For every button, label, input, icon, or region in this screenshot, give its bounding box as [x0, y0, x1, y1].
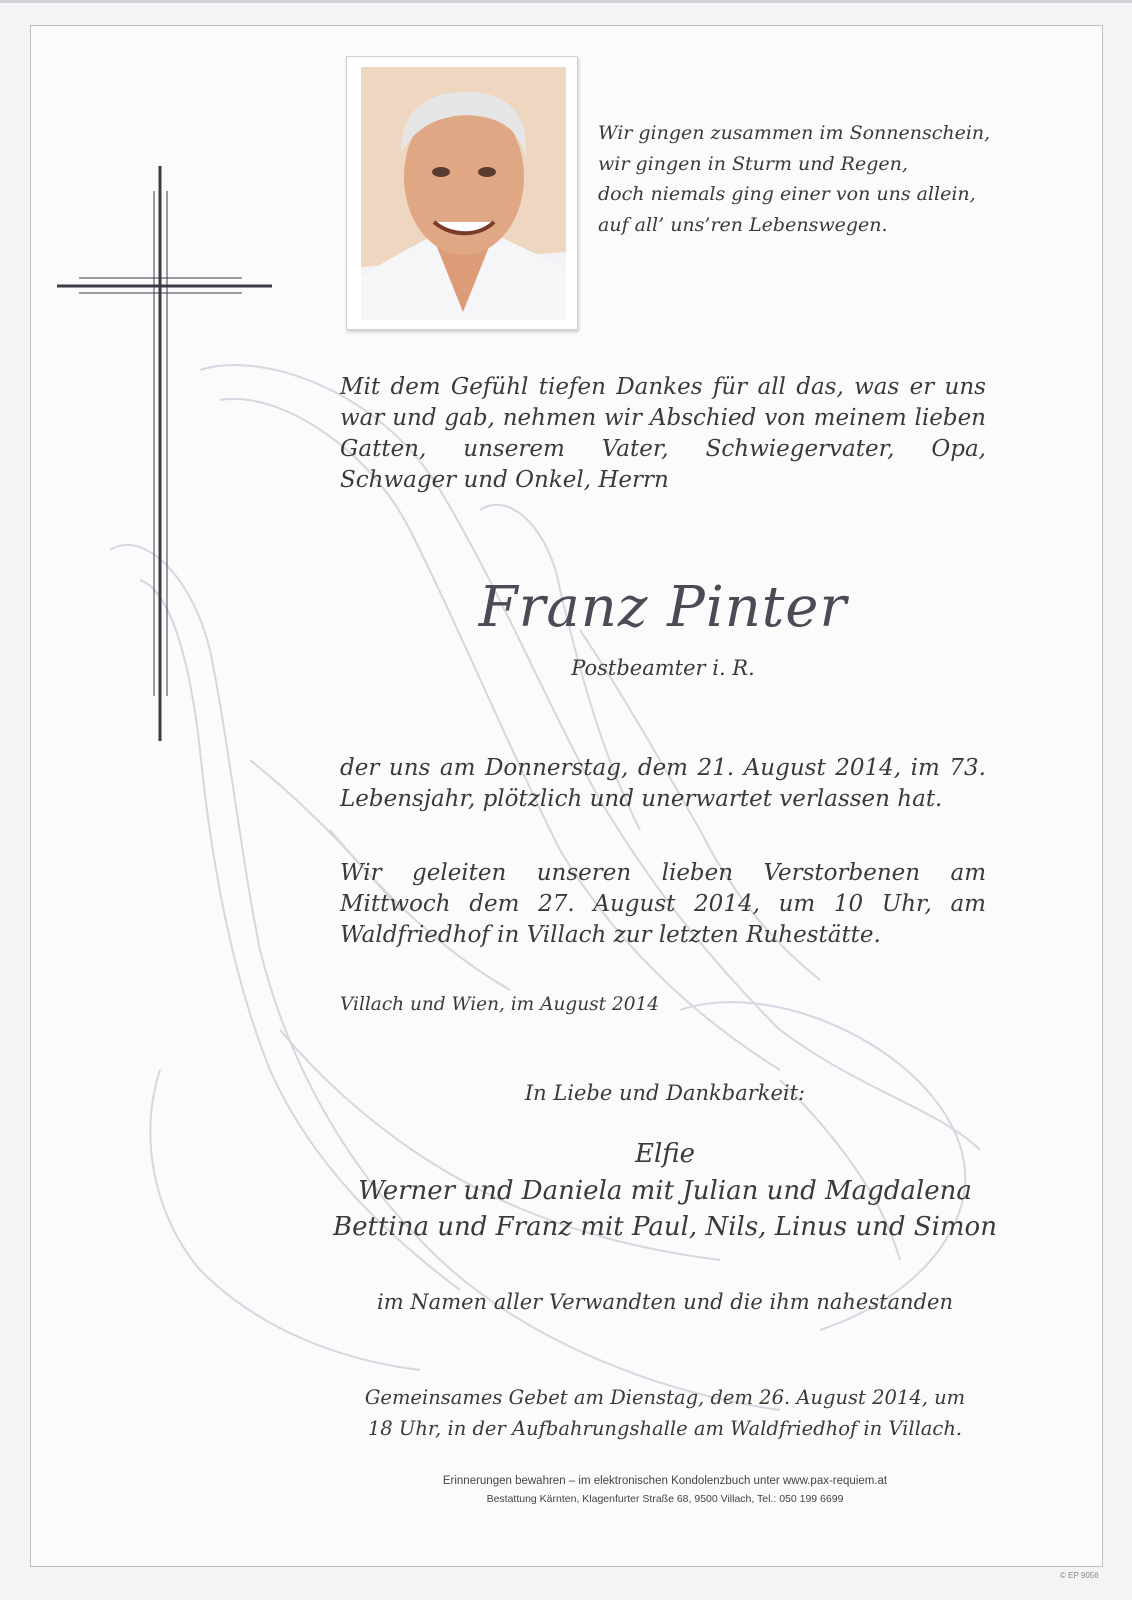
top-edge [0, 0, 1132, 3]
love-line: In Liebe und Dankbarkeit: [524, 1081, 806, 1105]
family-line: Elfie [634, 1139, 696, 1169]
family-line: Werner und Daniela mit Julian und Magdalena [358, 1176, 972, 1206]
prayer-notice [290, 1382, 1040, 1444]
footer-condolence: Erinnerungen bewahren – im elektronischen Kondolenzbuch unter www.pax-requiem.at [442, 1475, 888, 1487]
poem-line: Wir gingen zusammen im Sonnenschein, [598, 122, 991, 144]
deceased-name: Franz Pinter [478, 575, 848, 640]
intro-paragraph: Mit dem Gefühl tiefen Dankes für all das, was er uns war und gab, nehmen wir Abschied von meinem lieben Gatten, unserem Vater, Schwiegervater, Opa, Schwager und Onkel, Herrn [340, 374, 986, 493]
cross-icon [57, 166, 272, 741]
poem-line: auf all’ uns’ren Lebenswegen. [598, 213, 888, 236]
poem-line: doch niemals ging einer von uns allein, [598, 183, 976, 205]
portrait-photo [361, 67, 566, 320]
place-date: Villach und Wien, im August 2014 [340, 994, 660, 1015]
funeral-notice: Wir geleiten unseren lieben Verstorbenen am Mittwoch dem 27. August 2014, um 10 Uhr, am Waldfriedhof in Villach zur letzten Ruhestätte. [340, 860, 986, 948]
poem [598, 118, 1018, 240]
deceased-title: Postbeamter i. R. [571, 656, 755, 680]
footer-address: Bestattung Kärnten, Klagenfurter Straße 68, 9500 Villach, Tel.: 050 199 6699 [486, 1493, 844, 1505]
family-line: Bettina und Franz mit Paul, Nils, Linus und Simon [333, 1212, 997, 1242]
death-notice: der uns am Donnerstag, dem 21. August 2014, im 73. Lebensjahr, plötzlich und unerwartet verlassen hat. [340, 755, 986, 812]
prayer-line: Gemeinsames Gebet am Dienstag, dem 26. August 2014, um [364, 1386, 966, 1409]
prayer-line: 18 Uhr, in der Aufbahrungshalle am Waldfriedhof in Villach. [367, 1417, 963, 1440]
print-code: © EP 9056 [1060, 1571, 1099, 1580]
relatives-line: im Namen aller Verwandten und die ihm nahestanden [377, 1290, 953, 1314]
portrait-frame [346, 56, 578, 330]
poem-line: wir gingen in Sturm und Regen, [598, 152, 908, 175]
